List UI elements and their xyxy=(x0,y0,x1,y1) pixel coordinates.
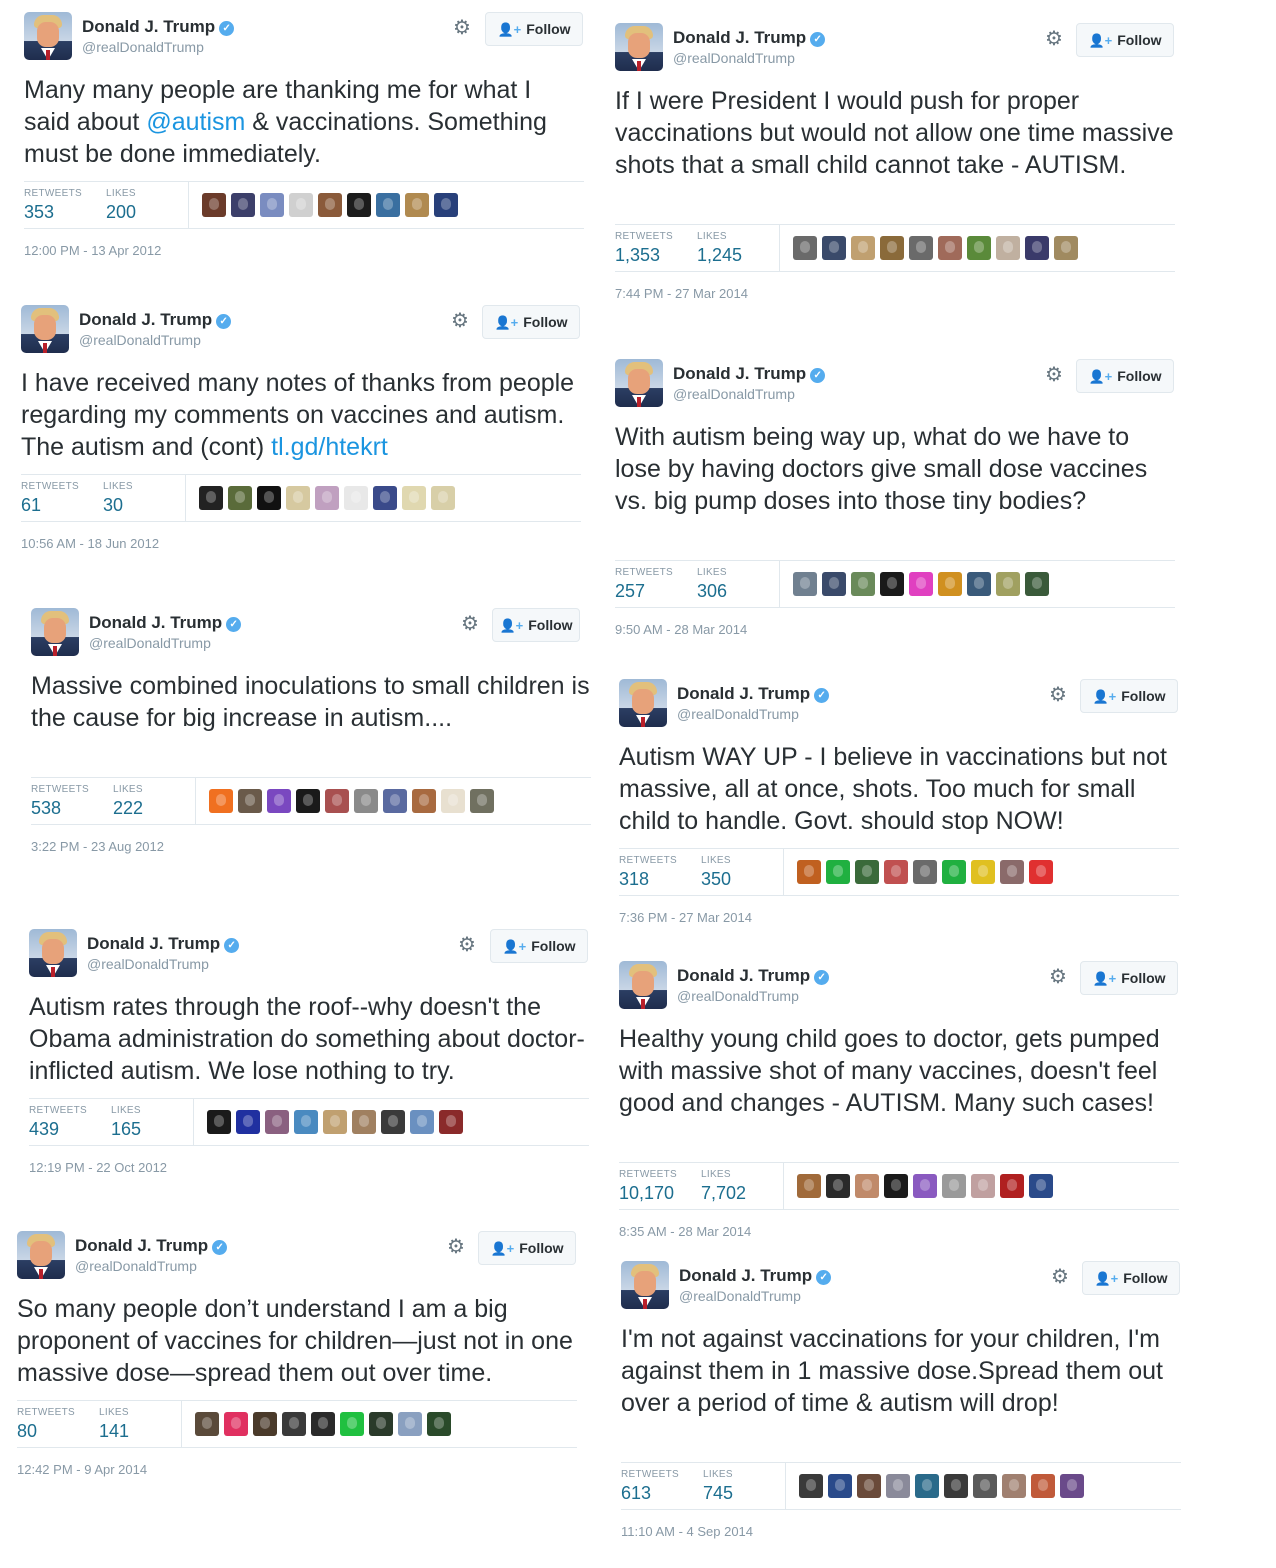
liker-avatar[interactable] xyxy=(1029,1174,1053,1198)
follow-button[interactable]: 👤+ Follow xyxy=(478,1231,576,1265)
tweet-card xyxy=(619,961,1179,1241)
liker-avatars xyxy=(207,1110,468,1134)
liker-avatar[interactable] xyxy=(855,1174,879,1198)
liker-avatar[interactable] xyxy=(253,1412,277,1436)
author-handle[interactable]: @realDonaldTrump xyxy=(677,706,799,722)
liker-avatar[interactable] xyxy=(260,193,284,217)
liker-avatar[interactable] xyxy=(296,789,320,813)
tweet-timestamp[interactable]: 11:10 AM - 4 Sep 2014 xyxy=(621,1524,754,1539)
tweet-card xyxy=(29,929,589,1179)
follow-user-icon: 👤+ xyxy=(490,1241,515,1256)
likes-count: 350 xyxy=(701,869,732,889)
retweets-count: 439 xyxy=(29,1119,60,1139)
liker-avatars xyxy=(799,1474,1089,1498)
liker-avatar[interactable] xyxy=(410,1110,434,1134)
author-name[interactable]: Donald J. Trump xyxy=(89,613,223,632)
tweet-stats xyxy=(621,1462,1181,1510)
liker-avatar[interactable] xyxy=(231,193,255,217)
liker-avatar[interactable] xyxy=(793,572,817,596)
verified-badge-icon: ✓ xyxy=(814,970,829,985)
liker-avatar[interactable] xyxy=(967,236,991,260)
liker-avatar[interactable] xyxy=(942,860,966,884)
liker-avatars xyxy=(797,860,1058,884)
retweets-count: 538 xyxy=(31,798,62,818)
likes-count: 7,702 xyxy=(701,1183,747,1203)
author-avatar[interactable] xyxy=(619,679,667,727)
liker-avatar[interactable] xyxy=(909,572,933,596)
retweets-stat[interactable]: RETWEETS 10,170 xyxy=(619,1169,677,1203)
liker-avatar[interactable] xyxy=(383,789,407,813)
follow-user-icon: 👤+ xyxy=(1088,369,1113,384)
liker-avatar[interactable] xyxy=(1025,236,1049,260)
tweet-card xyxy=(24,12,584,262)
verified-badge-icon: ✓ xyxy=(810,32,825,47)
divider xyxy=(779,561,780,607)
liker-avatar[interactable] xyxy=(822,572,846,596)
gear-icon[interactable]: ⚙ xyxy=(1045,364,1063,386)
liker-avatar[interactable] xyxy=(996,236,1020,260)
author-name[interactable]: Donald J. Trump xyxy=(677,684,811,703)
divider xyxy=(188,182,189,228)
follow-button[interactable]: 👤+ Follow xyxy=(1080,679,1178,713)
mention-link[interactable]: @autism xyxy=(146,108,246,136)
tweet-timestamp[interactable]: 8:35 AM - 28 Mar 2014 xyxy=(619,1224,752,1239)
likes-stat[interactable]: LIKES 222 xyxy=(113,784,144,818)
follow-user-icon: 👤+ xyxy=(1094,1271,1119,1286)
liker-avatar[interactable] xyxy=(340,1412,364,1436)
liker-avatar[interactable] xyxy=(996,572,1020,596)
liker-avatar[interactable] xyxy=(942,1174,966,1198)
liker-avatar[interactable] xyxy=(938,236,962,260)
follow-user-icon: 👤+ xyxy=(497,22,522,37)
likes-stat[interactable]: LIKES 165 xyxy=(111,1105,142,1139)
retweets-count: 353 xyxy=(24,202,55,222)
liker-avatars xyxy=(793,236,1083,260)
liker-avatars xyxy=(793,572,1054,596)
liker-avatar[interactable] xyxy=(431,486,455,510)
liker-avatar[interactable] xyxy=(202,193,226,217)
liker-avatar[interactable] xyxy=(1060,1474,1084,1498)
retweets-stat[interactable]: RETWEETS 1,353 xyxy=(615,231,673,265)
tweet-text: Many many people are thanking me for what I said about @autism & vaccinations. Something must be done immediately. xyxy=(24,76,547,168)
liker-avatar[interactable] xyxy=(207,1110,231,1134)
tweet-stats xyxy=(24,181,584,229)
retweets-stat[interactable]: RETWEETS 318 xyxy=(619,855,677,889)
retweets-stat[interactable]: RETWEETS 61 xyxy=(21,481,79,515)
liker-avatar[interactable] xyxy=(1000,860,1024,884)
tweet-stats xyxy=(619,1162,1179,1210)
gear-icon[interactable]: ⚙ xyxy=(461,613,479,635)
liker-avatar[interactable] xyxy=(851,572,875,596)
author-name[interactable]: Donald J. Trump xyxy=(75,1236,209,1255)
liker-avatar[interactable] xyxy=(1025,572,1049,596)
liker-avatar[interactable] xyxy=(470,789,494,813)
retweets-count: 1,353 xyxy=(615,245,661,265)
liker-avatar[interactable] xyxy=(797,860,821,884)
follow-button[interactable]: 👤+ Follow xyxy=(490,929,588,963)
tweet-text: I have received many notes of thanks from people regarding my comments on vaccines and autism. The autism and (cont) tl.gd/htekrt xyxy=(21,369,575,461)
verified-badge-icon: ✓ xyxy=(219,21,234,36)
verified-badge-icon: ✓ xyxy=(814,688,829,703)
liker-avatar[interactable] xyxy=(884,1174,908,1198)
author-name[interactable]: Donald J. Trump xyxy=(677,966,811,985)
tweet-timestamp[interactable]: 12:00 PM - 13 Apr 2012 xyxy=(24,243,162,258)
likes-count: 1,245 xyxy=(697,245,743,265)
liker-avatar[interactable] xyxy=(793,236,817,260)
retweets-stat[interactable]: RETWEETS 353 xyxy=(24,188,82,222)
liker-avatar[interactable] xyxy=(373,486,397,510)
tweet-text: If I were President I would push for proper vaccinations but would not allow one time massive shots that a small child cannot take - AUTISM. xyxy=(615,87,1174,179)
liker-avatar[interactable] xyxy=(265,1110,289,1134)
tweet-text: Massive combined inoculations to small children is the cause for big increase in autism.... xyxy=(31,672,590,732)
author-handle[interactable]: @realDonaldTrump xyxy=(673,386,795,402)
follow-button[interactable]: 👤+ Follow xyxy=(1082,1261,1180,1295)
author-name[interactable]: Donald J. Trump xyxy=(79,310,213,329)
liker-avatar[interactable] xyxy=(325,789,349,813)
liker-avatar[interactable] xyxy=(289,193,313,217)
liker-avatar[interactable] xyxy=(294,1110,318,1134)
author-handle[interactable]: @realDonaldTrump xyxy=(679,1288,801,1304)
liker-avatars xyxy=(797,1174,1058,1198)
tweet-timestamp[interactable]: 7:36 PM - 27 Mar 2014 xyxy=(619,910,752,925)
verified-badge-icon: ✓ xyxy=(810,368,825,383)
likes-stat[interactable]: LIKES 7,702 xyxy=(701,1169,747,1203)
retweets-count: 10,170 xyxy=(619,1183,675,1203)
likes-stat[interactable]: LIKES 30 xyxy=(103,481,133,515)
liker-avatar[interactable] xyxy=(1029,860,1053,884)
gear-icon[interactable]: ⚙ xyxy=(1051,1266,1069,1288)
follow-button[interactable]: 👤+ Follow xyxy=(482,305,580,339)
author-avatar[interactable] xyxy=(31,608,79,656)
liker-avatar[interactable] xyxy=(398,1412,422,1436)
liker-avatar[interactable] xyxy=(427,1412,451,1436)
likes-stat[interactable]: LIKES 745 xyxy=(703,1469,734,1503)
tweet-timestamp[interactable]: 10:56 AM - 18 Jun 2012 xyxy=(21,536,160,551)
liker-avatar[interactable] xyxy=(224,1412,248,1436)
author-avatar[interactable] xyxy=(21,305,69,353)
tweet-card xyxy=(621,1261,1181,1546)
author-name[interactable]: Donald J. Trump xyxy=(82,17,216,36)
gear-icon[interactable]: ⚙ xyxy=(1045,28,1063,50)
verified-badge-icon: ✓ xyxy=(226,617,241,632)
retweets-stat[interactable]: RETWEETS 538 xyxy=(31,784,89,818)
liker-avatar[interactable] xyxy=(1002,1474,1026,1498)
divider xyxy=(193,1099,194,1145)
liker-avatar[interactable] xyxy=(1054,236,1078,260)
liker-avatar[interactable] xyxy=(412,789,436,813)
liker-avatar[interactable] xyxy=(884,860,908,884)
liker-avatar[interactable] xyxy=(826,860,850,884)
author-avatar[interactable] xyxy=(615,23,663,71)
tweet-timestamp[interactable]: 9:50 AM - 28 Mar 2014 xyxy=(615,622,748,637)
liker-avatar[interactable] xyxy=(267,789,291,813)
liker-avatar[interactable] xyxy=(441,789,465,813)
author-avatar[interactable] xyxy=(17,1231,65,1279)
likes-count: 745 xyxy=(703,1483,734,1503)
tweet-timestamp[interactable]: 3:22 PM - 23 Aug 2012 xyxy=(31,839,164,854)
liker-avatar[interactable] xyxy=(209,789,233,813)
likes-count: 141 xyxy=(99,1421,130,1441)
liker-avatar[interactable] xyxy=(971,860,995,884)
author-avatar[interactable] xyxy=(619,961,667,1009)
verified-badge-icon: ✓ xyxy=(224,938,239,953)
liker-avatar[interactable] xyxy=(282,1412,306,1436)
verified-badge-icon: ✓ xyxy=(816,1270,831,1285)
liker-avatar[interactable] xyxy=(913,1174,937,1198)
tweet-text: I'm not against vaccinations for your children, I'm against them in 1 massive dose.Spread them out over a period of time & autism will drop! xyxy=(621,1325,1163,1417)
liker-avatar[interactable] xyxy=(352,1110,376,1134)
tweet-card xyxy=(615,359,1175,639)
liker-avatar[interactable] xyxy=(1000,1174,1024,1198)
retweets-count: 80 xyxy=(17,1421,38,1441)
likes-count: 30 xyxy=(103,495,124,515)
liker-avatar[interactable] xyxy=(439,1110,463,1134)
retweets-count: 257 xyxy=(615,581,646,601)
liker-avatar[interactable] xyxy=(886,1474,910,1498)
likes-stat[interactable]: LIKES 200 xyxy=(106,188,137,222)
tweet-stats xyxy=(615,560,1175,608)
retweets-stat[interactable]: RETWEETS 613 xyxy=(621,1469,679,1503)
liker-avatar[interactable] xyxy=(347,193,371,217)
liker-avatar[interactable] xyxy=(376,193,400,217)
liker-avatar[interactable] xyxy=(238,789,262,813)
follow-user-icon: 👤+ xyxy=(494,315,519,330)
verified-badge-icon: ✓ xyxy=(216,314,231,329)
liker-avatar[interactable] xyxy=(402,486,426,510)
liker-avatar[interactable] xyxy=(228,486,252,510)
likes-count: 165 xyxy=(111,1119,142,1139)
liker-avatar[interactable] xyxy=(199,486,223,510)
tweet-card xyxy=(21,305,581,555)
tweet-stats xyxy=(21,474,581,522)
liker-avatar[interactable] xyxy=(315,486,339,510)
gear-icon[interactable]: ⚙ xyxy=(1049,966,1067,988)
divider xyxy=(195,778,196,824)
tweet-text: Autism WAY UP - I believe in vaccinations but not massive, all at once, shots. Too much for small child to handle. Govt. should stop NOW! xyxy=(619,743,1167,835)
follow-user-icon: 👤+ xyxy=(1092,689,1117,704)
liker-avatar[interactable] xyxy=(323,1110,347,1134)
likes-count: 306 xyxy=(697,581,728,601)
author-name[interactable]: Donald J. Trump xyxy=(87,934,221,953)
liker-avatar[interactable] xyxy=(381,1110,405,1134)
divider xyxy=(783,1163,784,1209)
divider xyxy=(181,1401,182,1447)
tweet-stats xyxy=(17,1400,577,1448)
liker-avatar[interactable] xyxy=(257,486,281,510)
likes-stat[interactable]: LIKES 350 xyxy=(701,855,732,889)
liker-avatar[interactable] xyxy=(967,572,991,596)
likes-count: 222 xyxy=(113,798,144,818)
author-handle[interactable]: @realDonaldTrump xyxy=(87,956,209,972)
liker-avatar[interactable] xyxy=(973,1474,997,1498)
liker-avatar[interactable] xyxy=(826,1174,850,1198)
liker-avatar[interactable] xyxy=(851,236,875,260)
follow-button[interactable]: 👤+ Follow xyxy=(1076,359,1174,393)
liker-avatar[interactable] xyxy=(318,193,342,217)
liker-avatar[interactable] xyxy=(913,860,937,884)
liker-avatar[interactable] xyxy=(857,1474,881,1498)
retweets-count: 61 xyxy=(21,495,42,515)
likes-stat[interactable]: LIKES 141 xyxy=(99,1407,130,1441)
tweet-text: So many people don’t understand I am a big proponent of vaccines for children—just not in one massive dose—spread them out over time. xyxy=(17,1295,573,1387)
likes-count: 200 xyxy=(106,202,137,222)
tweet-timestamp[interactable]: 12:19 PM - 22 Oct 2012 xyxy=(29,1160,168,1175)
tweet-card xyxy=(31,608,591,858)
follow-user-icon: 👤+ xyxy=(1092,971,1117,986)
author-handle[interactable]: @realDonaldTrump xyxy=(673,50,795,66)
author-handle[interactable]: @realDonaldTrump xyxy=(79,332,201,348)
liker-avatar[interactable] xyxy=(369,1412,393,1436)
retweets-stat[interactable]: RETWEETS 257 xyxy=(615,567,673,601)
gear-icon[interactable]: ⚙ xyxy=(447,1236,465,1258)
liker-avatar[interactable] xyxy=(434,193,458,217)
author-handle[interactable]: @realDonaldTrump xyxy=(89,635,211,651)
tweet-text: With autism being way up, what do we have to lose by having doctors give small dose vaccines vs. big pump doses into those tiny bodies? xyxy=(615,423,1148,515)
tweet-timestamp[interactable]: 7:44 PM - 27 Mar 2014 xyxy=(615,286,748,301)
likes-stat[interactable]: LIKES 306 xyxy=(697,567,728,601)
liker-avatar[interactable] xyxy=(195,1412,219,1436)
liker-avatar[interactable] xyxy=(880,236,904,260)
retweets-count: 318 xyxy=(619,869,650,889)
tweet-text: Autism rates through the roof--why doesn't the Obama administration do something about doctor-inflicted autism. We lose nothing to try. xyxy=(29,993,585,1085)
follow-button[interactable]: 👤+ Follow xyxy=(485,12,583,46)
tweet-stats xyxy=(615,224,1175,272)
liker-avatar[interactable] xyxy=(344,486,368,510)
author-avatar[interactable] xyxy=(24,12,72,60)
author-name[interactable]: Donald J. Trump xyxy=(673,364,807,383)
liker-avatar[interactable] xyxy=(311,1412,335,1436)
gear-icon[interactable]: ⚙ xyxy=(1049,684,1067,706)
gear-icon[interactable]: ⚙ xyxy=(458,934,476,956)
author-avatar[interactable] xyxy=(615,359,663,407)
author-handle[interactable]: @realDonaldTrump xyxy=(82,39,204,55)
tweet-card xyxy=(619,679,1179,929)
divider xyxy=(783,849,784,895)
liker-avatar[interactable] xyxy=(828,1474,852,1498)
liker-avatars xyxy=(195,1412,456,1436)
liker-avatar[interactable] xyxy=(286,486,310,510)
liker-avatar[interactable] xyxy=(971,1174,995,1198)
divider xyxy=(779,225,780,271)
author-avatar[interactable] xyxy=(621,1261,669,1309)
tweet-timestamp[interactable]: 12:42 PM - 9 Apr 2014 xyxy=(17,1462,148,1477)
divider xyxy=(785,1463,786,1509)
liker-avatar[interactable] xyxy=(909,236,933,260)
liker-avatar[interactable] xyxy=(938,572,962,596)
liker-avatars xyxy=(202,193,463,217)
likes-stat[interactable]: LIKES 1,245 xyxy=(697,231,743,265)
liker-avatar[interactable] xyxy=(405,193,429,217)
follow-button[interactable]: 👤+ Follow xyxy=(1076,23,1174,57)
liker-avatar[interactable] xyxy=(797,1174,821,1198)
follow-button[interactable]: 👤+ Follow xyxy=(492,608,580,642)
follow-user-icon: 👤+ xyxy=(502,939,527,954)
follow-button[interactable]: 👤+ Follow xyxy=(1080,961,1178,995)
tweet-stats xyxy=(29,1098,589,1146)
liker-avatar[interactable] xyxy=(915,1474,939,1498)
tweet-card xyxy=(17,1231,577,1481)
tweet-stats xyxy=(31,777,591,825)
author-avatar[interactable] xyxy=(29,929,77,977)
liker-avatar[interactable] xyxy=(1031,1474,1055,1498)
retweets-stat[interactable]: RETWEETS 439 xyxy=(29,1105,87,1139)
liker-avatars xyxy=(209,789,499,813)
author-handle[interactable]: @realDonaldTrump xyxy=(677,988,799,1004)
follow-user-icon: 👤+ xyxy=(1088,33,1113,48)
gear-icon[interactable]: ⚙ xyxy=(451,310,469,332)
retweets-count: 613 xyxy=(621,1483,652,1503)
divider xyxy=(185,475,186,521)
liker-avatar[interactable] xyxy=(944,1474,968,1498)
liker-avatar[interactable] xyxy=(799,1474,823,1498)
liker-avatar[interactable] xyxy=(822,236,846,260)
short-link[interactable]: tl.gd/htekrt xyxy=(271,433,388,461)
retweets-stat[interactable]: RETWEETS 80 xyxy=(17,1407,75,1441)
author-name[interactable]: Donald J. Trump xyxy=(673,28,807,47)
author-name[interactable]: Donald J. Trump xyxy=(679,1266,813,1285)
liker-avatar[interactable] xyxy=(354,789,378,813)
verified-badge-icon: ✓ xyxy=(212,1240,227,1255)
tweet-text: Healthy young child goes to doctor, gets pumped with massive shot of many vaccines, doesn't feel good and changes - AUTISM. Many such cases! xyxy=(619,1025,1160,1117)
follow-user-icon: 👤+ xyxy=(499,618,524,633)
liker-avatar[interactable] xyxy=(880,572,904,596)
gear-icon[interactable]: ⚙ xyxy=(453,17,471,39)
author-handle[interactable]: @realDonaldTrump xyxy=(75,1258,197,1274)
tweet-card xyxy=(615,23,1175,303)
liker-avatar[interactable] xyxy=(236,1110,260,1134)
liker-avatar[interactable] xyxy=(855,860,879,884)
tweet-stats xyxy=(619,848,1179,896)
liker-avatars xyxy=(199,486,460,510)
